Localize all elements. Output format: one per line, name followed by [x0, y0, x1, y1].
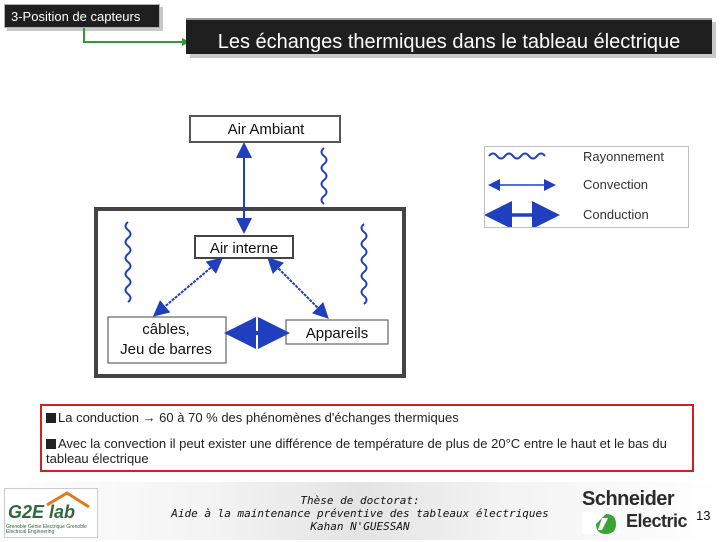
air-interne-label: Air interne [209, 240, 279, 257]
legend-conduction: Conduction [583, 207, 649, 222]
cables-label-line2: Jeu de barres [120, 341, 212, 358]
footer-line-2: Aide à la maintenance préventive des tableaux électriques [171, 507, 549, 520]
note-line-2 [46, 436, 688, 466]
schneider-electric-text: Electric [626, 511, 688, 531]
bullet-icon [46, 413, 56, 423]
legend-rayonnement: Rayonnement [583, 149, 664, 164]
radiation-wave-top [322, 148, 327, 204]
legend-graphics [485, 147, 688, 227]
footer-line-1: Thèse de doctorat: [300, 494, 420, 507]
g2e-logo-subtext: Grenoble Génie Electrique Grenoble Electrical Engineering [6, 524, 87, 535]
g2e-logo-text: G2E lab [8, 502, 76, 522]
legend [484, 146, 689, 228]
schneider-logo-text: Schneider [582, 488, 675, 510]
legend-convection: Convection [583, 177, 649, 192]
appareils-label: Appareils [305, 325, 369, 342]
section-tag: 3-Position de capteurs [4, 4, 160, 28]
footer-thesis-info [170, 494, 550, 533]
page-number: 13 [696, 508, 711, 523]
footer-line-3: Kahan N'GUESSAN [310, 520, 410, 533]
bullet-icon [46, 439, 56, 449]
note-text-1: La conduction → 60 à 70 % des phénomènes d'échanges thermiques [58, 410, 459, 425]
legend-radiation-icon [489, 154, 545, 159]
air-ambiant-label: Air Ambiant [227, 121, 305, 138]
notes-box [40, 404, 694, 472]
cables-label-line1: câbles, [142, 321, 190, 338]
note-text-2: Avec la convection il peut exister une différence de température de plus de 20°C entre le haut et le bas du tableau électrique [46, 436, 667, 466]
note-line-1 [46, 410, 688, 425]
slide-title: Les échanges thermiques dans le tableau électrique [186, 18, 712, 54]
